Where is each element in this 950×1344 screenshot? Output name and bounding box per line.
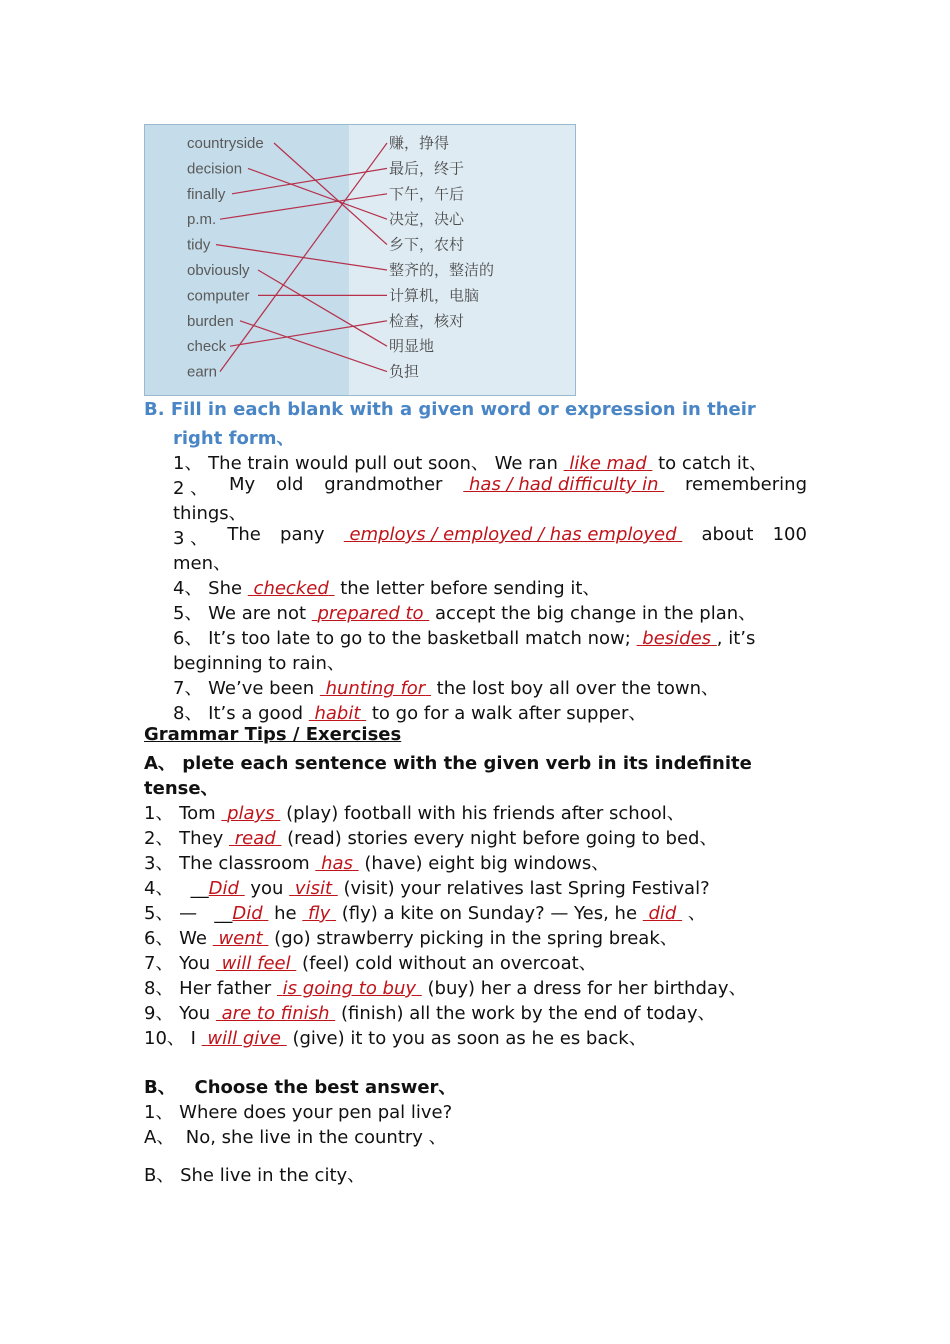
english-word: decision [187, 160, 243, 178]
chinese-meaning: 明显地 [389, 337, 435, 356]
grammar-title: Grammar Tips / Exercises [144, 724, 402, 745]
fill-item [173, 449, 767, 475]
chinese-meaning: 计算机，电脑 [389, 286, 480, 305]
answer: will feel [221, 953, 291, 974]
english-word: earn [187, 363, 218, 381]
grammar-item: 1、 Tom plays (play) football with his friends after school、 [144, 803, 685, 824]
chinese-meaning: 整齐的，整洁的 [389, 261, 495, 279]
grammar-item: 4、 __Did you visit (visit) your relatives last Spring Festival? [144, 878, 710, 899]
answer: read [234, 828, 276, 849]
english-word: tidy [187, 236, 211, 254]
item-text: 1、 The train would pull out soon、 We ran [173, 453, 564, 474]
chinese-meaning: 决定，决心 [389, 210, 465, 229]
fill-item-cont: things、 [173, 503, 247, 524]
english-word: check [187, 338, 227, 356]
grammar-item: 6、 We went (go) strawberry picking in the spring break、 [144, 928, 678, 949]
english-word: computer [187, 287, 250, 305]
grammar-item: 10、 I will give (give) it to you as soon as he es back、 [144, 1028, 647, 1049]
fill-item-cont: men、 [173, 553, 232, 574]
fill-item: 3 、 The pany employs / employed / has employed about 100 [173, 524, 807, 549]
answer: plays [227, 803, 275, 824]
answer: hunting for [325, 678, 426, 699]
option-a: A、 No, she live in the country 、 [144, 1127, 447, 1148]
fill-item: 8、 It’s a good habit to go for a walk after supper、 [173, 703, 647, 724]
chinese-meaning: 最后，终于 [389, 159, 465, 178]
english-word: finally [187, 185, 226, 203]
answer: prepared to [317, 603, 424, 624]
grammar-item: 8、 Her father is going to buy (buy) her a dress for her birthday、 [144, 978, 747, 999]
chinese-meaning: 负担 [389, 362, 420, 381]
answer: will give [207, 1028, 281, 1049]
answer: habit [314, 703, 361, 724]
grammar-item: 5、 — __Did he fly (fly) a kite on Sunday? — Yes, he did 、 [144, 903, 706, 924]
chinese-meaning: 下午，午后 [389, 184, 465, 203]
fill-item: 5、 We are not prepared to accept the big change in the plan、 [173, 603, 757, 624]
chinese-meaning: 乡下，农村 [389, 235, 465, 254]
grammar-item: 3、 The classroom has (have) eight big windows、 [144, 853, 610, 874]
grammar-a-heading-cont: tense、 [144, 778, 219, 799]
answer: has / had difficulty in [469, 474, 659, 495]
grammar-item: 9、 You are to finish (finish) all the work by the end of today、 [144, 1003, 716, 1024]
english-word: burden [187, 312, 234, 330]
english-word: p.m. [187, 211, 217, 229]
answer: employs / employed / has employed [349, 524, 677, 545]
fill-item: 6、 It’s too late to go to the basketball match now; besides , it’s [173, 628, 756, 649]
fill-item: 2 、 My old grandmother has / had difficulty in remembering [173, 474, 807, 499]
fill-item-cont: beginning to rain、 [173, 653, 345, 674]
answer: has [321, 853, 353, 874]
section-b-heading-cont: right form、 [173, 428, 295, 449]
answer: besides [642, 628, 712, 649]
question-1: 1、 Where does your pen pal live? [144, 1102, 453, 1123]
answer: visit [294, 878, 333, 899]
answer: checked [253, 578, 329, 599]
grammar-item: 7、 You will feel (feel) cold without an overcoat、 [144, 953, 597, 974]
fill-item: 7、 We’ve been hunting for the lost boy all over the town、 [173, 678, 719, 699]
item-text: to catch it、 [652, 453, 767, 474]
section-b-heading: B. Fill in each blank with a given word or expression in their [144, 399, 756, 420]
english-word: countryside [187, 135, 264, 152]
chinese-meaning: 检查，核对 [389, 311, 465, 330]
answer: like mad [569, 453, 647, 474]
word-matching-figure [144, 124, 576, 396]
grammar-b-heading: B、 Choose the best answer、 [144, 1077, 457, 1098]
grammar-item: 2、 They read (read) stories every night before going to bed、 [144, 828, 718, 849]
answer: fly [308, 903, 331, 924]
answer: did [648, 903, 677, 924]
answer: Did [232, 903, 263, 924]
chinese-meaning: 赚，挣得 [389, 134, 450, 152]
answer: is going to buy [282, 978, 417, 999]
english-word: obviously [187, 262, 250, 279]
answer: went [218, 928, 263, 949]
grammar-a-heading: A、 plete each sentence with the given verb in its indefinite [144, 753, 752, 774]
option-b: B、 She live in the city、 [144, 1165, 366, 1186]
answer: are to finish [221, 1003, 330, 1024]
fill-item: 4、 She checked the letter before sending it、 [173, 578, 601, 599]
answer: Did [208, 878, 239, 899]
